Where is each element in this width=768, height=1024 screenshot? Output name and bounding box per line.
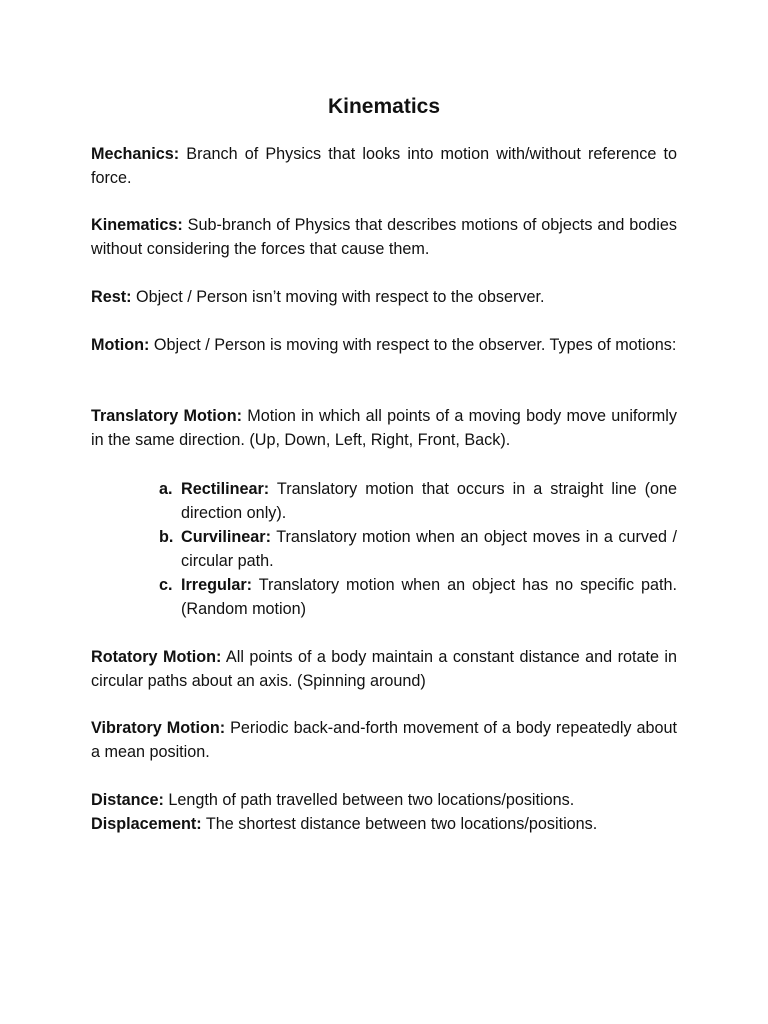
- term-label: Rectilinear:: [181, 480, 270, 498]
- list-marker: c.: [159, 576, 173, 594]
- definition-text: The shortest distance between two locations/positions.: [201, 815, 598, 833]
- definition-text: Object / Person isn’t moving with respect to the observer.: [131, 288, 545, 306]
- list-marker: b.: [159, 528, 174, 546]
- definition-text: Motion in which all points of a moving body move uniformly in the same direction. (Up, Down, Left, Right, Front, Back).: [91, 407, 677, 449]
- definition-text: Periodic back-and-forth movement of a body repeatedly about a mean position.: [91, 719, 677, 761]
- definition-text: Translatory motion when an object has no specific path. (Random motion): [181, 576, 677, 618]
- definition-mechanics: [91, 142, 677, 190]
- definition-vibratory-motion: [91, 716, 677, 764]
- term-label: Vibratory Motion:: [91, 719, 226, 737]
- term-label: Distance:: [91, 791, 164, 809]
- definition-text: Translatory motion that occurs in a straight line (one direction only).: [181, 480, 677, 522]
- definition-motion: [91, 333, 677, 357]
- term-label: Translatory Motion:: [91, 407, 242, 425]
- definition-text: Length of path travelled between two locations/positions.: [163, 791, 575, 809]
- term-label: Curvilinear:: [181, 528, 271, 546]
- page-title: Kinematics: [327, 95, 441, 118]
- term-label: Irregular:: [181, 576, 253, 594]
- term-label: Motion:: [91, 336, 150, 354]
- list-item: [159, 525, 677, 573]
- definition-kinematics: [91, 213, 677, 261]
- term-label: Kinematics:: [91, 216, 183, 234]
- term-label: Mechanics:: [91, 145, 180, 163]
- list-item: [159, 477, 677, 525]
- definition-text: Object / Person is moving with respect to the observer. Types of motions:: [149, 336, 677, 354]
- term-label: Rotatory Motion:: [91, 648, 222, 666]
- definition-rotatory-motion: [91, 645, 677, 693]
- definition-displacement: [91, 812, 677, 836]
- definition-text: All points of a body maintain a constant distance and rotate in circular paths about an axis. (Spinning around): [91, 648, 677, 690]
- term-label: Rest:: [91, 288, 132, 306]
- list-item: [159, 573, 677, 621]
- term-label: Displacement:: [91, 815, 202, 833]
- definition-translatory-motion: [91, 404, 677, 452]
- definition-text: Translatory motion when an object moves in a curved / circular path.: [181, 528, 677, 570]
- definition-distance: [91, 788, 677, 812]
- definition-text: Branch of Physics that looks into motion with/without reference to force.: [91, 145, 677, 187]
- list-marker: a.: [159, 480, 173, 498]
- translatory-types-list: [159, 477, 677, 621]
- definition-rest: [91, 285, 677, 309]
- definition-text: Sub-branch of Physics that describes motions of objects and bodies without considering the forces that cause them.: [91, 216, 677, 258]
